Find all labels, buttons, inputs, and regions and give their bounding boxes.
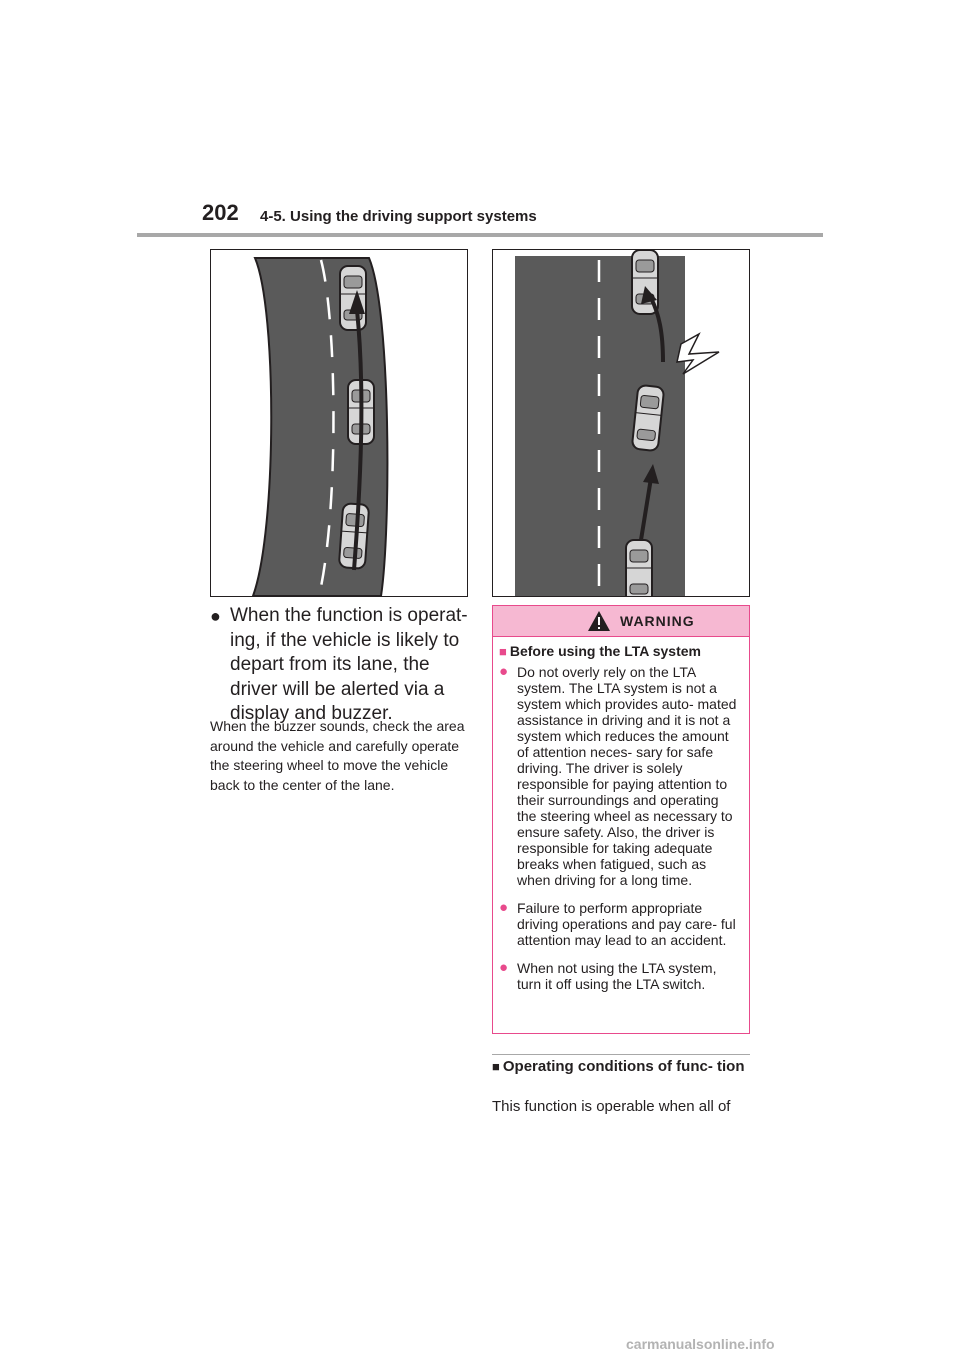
warning-title: WARNING bbox=[620, 613, 695, 629]
page-number: 202 bbox=[202, 200, 239, 225]
warning-subtitle: ■ Before using the LTA system bbox=[499, 643, 701, 659]
square-bullet-icon: ■ bbox=[492, 1059, 500, 1074]
curved-road-illustration bbox=[210, 249, 468, 597]
operating-conditions-heading: ■ Operating conditions of func- tion bbox=[492, 1058, 745, 1075]
lane-departure-illustration bbox=[492, 249, 750, 597]
square-bullet-icon: ■ bbox=[499, 644, 507, 659]
warning-item bbox=[499, 664, 739, 888]
warning-item-text: Failure to perform appropriate driving operations and pay care- ful attention may lead to an accident. bbox=[517, 900, 736, 948]
circle-bullet-icon: ● bbox=[499, 899, 509, 916]
section-divider bbox=[492, 1054, 750, 1055]
operating-conditions-text: This function is operable when all of bbox=[492, 1098, 731, 1115]
warning-body bbox=[493, 637, 749, 992]
circle-bullet-icon: ● bbox=[499, 959, 509, 976]
bullet-item bbox=[210, 604, 472, 727]
warning-item-text: When not using the LTA system, turn it off using the LTA switch. bbox=[517, 960, 717, 992]
warning-item-text: Do not overly rely on the LTA system. The LTA system is not a system which provides auto- mated assistance in driving and it is not a system which reduces the amount of attention neces- sary for safe driving. The driver is solely responsible for paying attention to their surroundings and operating the steering wheel as necessary to ensure safety. Also, the driver is responsible for taking adequate breaks when fatigued, such as when driving for a long time. bbox=[517, 664, 737, 888]
note-text: When the buzzer sounds, check the area around the vehicle and carefully operate the steering wheel to move the vehicle back to the center of the lane. bbox=[210, 718, 465, 793]
circle-bullet-icon: ● bbox=[499, 663, 509, 680]
header-rule bbox=[137, 233, 823, 237]
warning-item bbox=[499, 900, 739, 948]
warning-header bbox=[493, 606, 749, 637]
warning-icon bbox=[587, 610, 611, 632]
warning-item bbox=[499, 960, 739, 992]
warning-box bbox=[492, 605, 750, 1034]
section-title: 4-5. Using the driving support systems bbox=[260, 208, 537, 225]
bullet-text: When the function is operat- ing, if the vehicle is likely to depart from its lane, the driver will be alerted via a display and buzzer. bbox=[230, 605, 468, 724]
watermark: carmanualsonline.info bbox=[626, 1336, 775, 1352]
bullet-icon: ● bbox=[210, 606, 221, 626]
